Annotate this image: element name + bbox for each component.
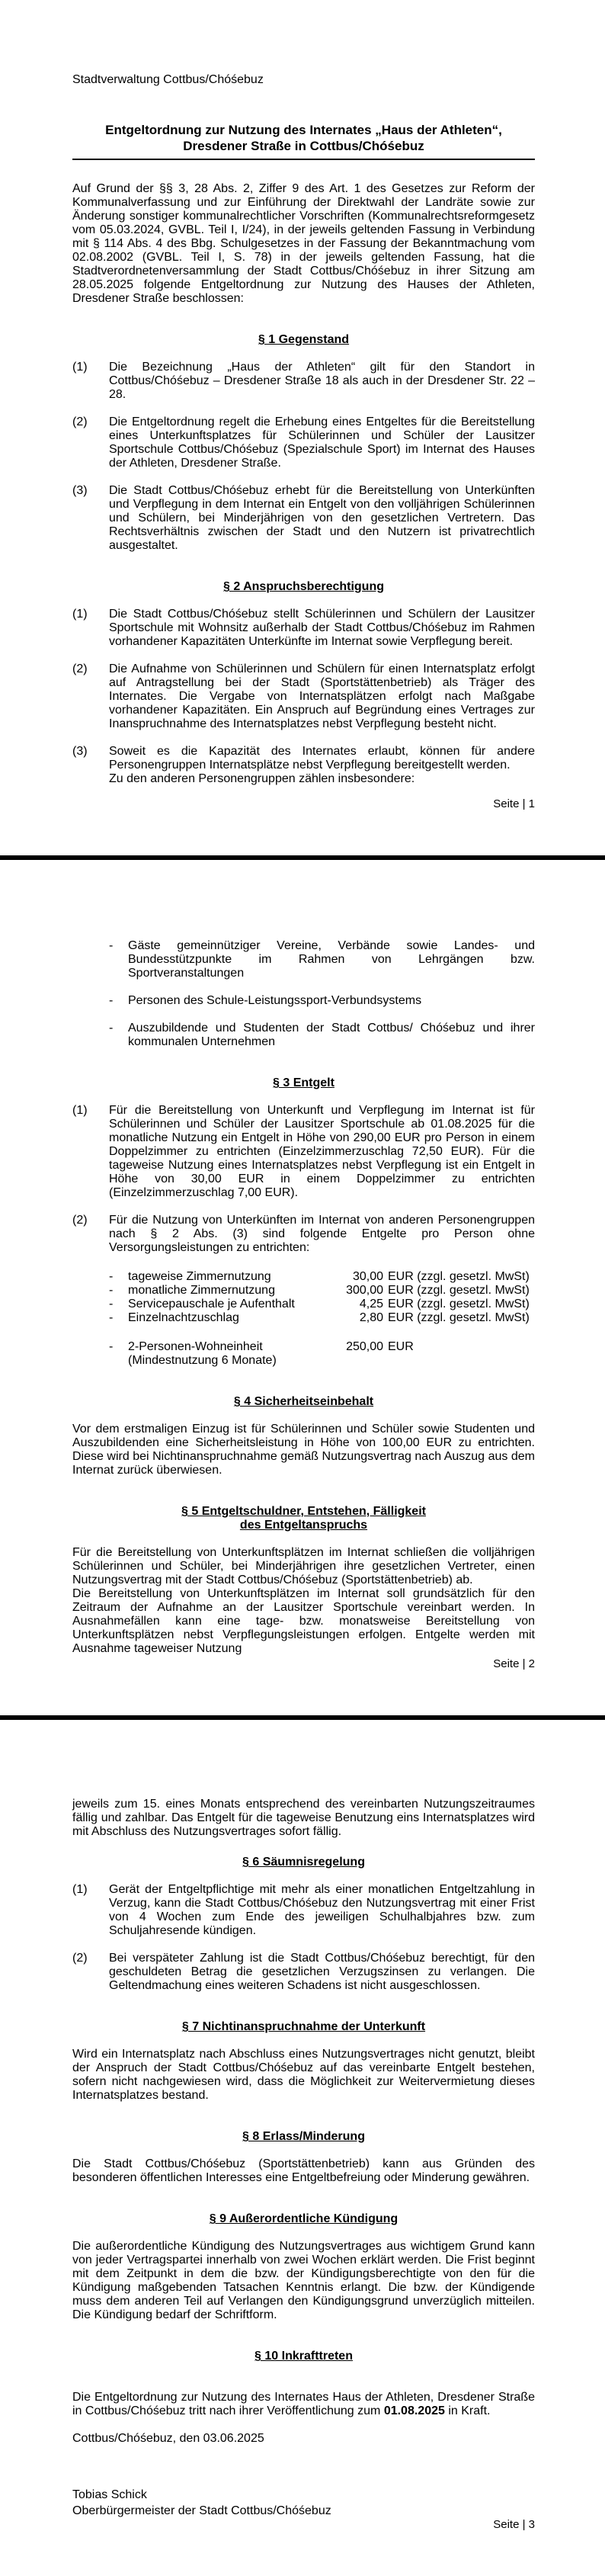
item-number: (1) [72,1883,88,1896]
item-text: Die Aufnahme von Schülerinnen und Schülern für einen Internatsplatz erfolgt auf Antragstellung bei der Stadt (Sportstättenbetrieb) als Träger des Internates. Die Vergabe von Internatsplätzen erfolgt nach Maßgabe vorhandener Kapazitäten. Ein Anspruch auf Begründung eines Vertrages zur Inanspruchnahme des Internatsplatzes nebst Verpflegung besteht nicht. [109,662,535,730]
section-4-heading: § 4 Sicherheitseinbehalt [233,1395,374,1408]
fee-amount: 250,00 [346,1340,383,1353]
fee-label: Servicepauschale je Aufenthalt [128,1298,295,1310]
page-number: Seite | 1 [493,797,535,810]
section-8-paragraph: Die Stadt Cottbus/Chóśebuz (Sportstättenbetrieb) kann aus Gründen des besonderen öffentlichen Interesses eine Entgeltbefreiung oder Minderung gewähren. [72,2157,535,2184]
price-row-service-fee [109,1298,535,1311]
preamble-paragraph: Auf Grund der §§ 3, 28 Abs. 2, Ziffer 9 des Art. 1 des Gesetzes zur Reform der Kommunalverfassung und zur Einführung der Direktwahl der Landräte sowie zur Änderung sonstiger kommunalrechtlicher Vorschriften (Kommunalrechtsreformgesetz vom 05.03.2024, GVBL. Teil I, I/24), in der jeweils geltenden Fassung in Verbindung mit § 114 Abs. 4 des Bbg. Schulgesetzes in der Fassung der Bekanntmachung vom 02.08.2002 (GVBL. Teil I, S. 78) in der jeweils geltenden Fassung, hat die Stadtverordnetenversammlung der Stadt Cottbus/Chóśebuz in ihrer Sitzung am 28.05.2025 folgende Entgeltordnung zur Nutzung des Hauses der Athleten, Dresdener Straße beschlossen: [72,182,535,305]
item-text: Für die Bereitstellung von Unterkunft und Verpflegung im Internat ist für Schülerinnen und Schüler der Lausitzer Sportschule ab 01.08.2025 für die monatliche Nutzung ein Entgelt in Höhe von 290,00 EUR pro Person in einem Doppelzimmer zu entrichten (Einzelzimmerzuschlag 72,50 EUR). Für die tageweise Nutzung eines Internatsplatzes nebst Verpflegung ist ein Entgelt in Höhe von 30,00 EUR in einem Doppelzimmer zu entrichten (Einzelzimmerzuschlag 7,00 EUR). [109,1104,535,1199]
item-number: (3) [72,484,88,497]
section-10-paragraph [72,2377,535,2418]
fee-suffix: EUR (zzgl. gesetzl. MwSt) [388,1311,530,1324]
item-text: Gerät der Entgeltpflichtige mit mehr als einer monatlichen Entgeltzahlung in Verzug, kann die Stadt Cottbus/Chóśebuz den Nutzungsvertrag mit einer Frist von 4 Wochen zum Ende des jeweiligen Schulhalbjahres bzw. zum Schuljahresende kündigen. [109,1883,535,1937]
document-title [72,122,535,160]
item-number: (2) [72,1214,88,1227]
section-6-item-1 [72,1883,535,1938]
section-2-heading: § 2 Anspruchsberechtigung [223,580,384,593]
section-5-heading-line2: des Entgeltanspruchs [239,1519,368,1532]
section-1-item-3 [72,484,535,553]
fee-suffix: EUR (zzgl. gesetzl. MwSt) [388,1270,530,1283]
item-text: Bei verspäteter Zahlung ist die Stadt Cottbus/Chóśebuz berechtigt, für den geschuldeten Betrag die gesetzlichen Verzugszinsen zu verlangen. Die Geltendmachung eines weiteren Schadens ist nicht ausgeschlossen. [109,1952,535,1992]
page-2 [0,860,605,1715]
fee-amount: 4,25 [359,1298,383,1310]
bullet-dash: - [109,1298,114,1310]
section-3-heading: § 3 Entgelt [273,1076,335,1089]
section-5-paragraph: Für die Bereitstellung von Unterkunftsplätzen im Internat schließen die volljährigen Schülerinnen und Schüler, bei Minderjährigen ihre gesetzlichen Vertreter, einen Nutzungsvertrag mit der Stadt Cottbus/Chóśebuz (Sportstättenbetrieb) ab. Die Bereitstellung von Unterkunftsplätzen im Internat soll grundsätzlich für den Zeitraum der Aufnahme an der Lausitzer Sportschule vereinbart werden. In Ausnahmefällen kann eine tage- bzw. monatsweise Bereitstellung von Unterkunftsplätzen nebst Verpflegungsleistungen erfolgen. Entgelte werden mit Ausnahme tageweiser Nutzung [72,1546,535,1655]
item-text: Soweit es die Kapazität des Internates erlaubt, können für andere Personengruppen Internatsplätze nebst Verpflegung bereitgestellt werden. Zu den anderen Personengruppen zählen insbesondere: [109,745,535,785]
person-group-item [109,939,535,980]
bullet-dash: - [109,1311,114,1324]
bullet-dash: - [109,1270,114,1283]
section-4-paragraph: Vor dem erstmaligen Einzug ist für Schülerinnen und Schüler sowie Studenten und Auszubildenden eine Sicherheitsleistung in Höhe von 100,00 EUR zu entrichten. Diese wird bei Nichtinanspruchnahme gemäß Nutzungsvertrag nach Auszug aus dem Internat zurück überwiesen. [72,1423,535,1477]
fee-suffix: EUR (zzgl. gesetzl. MwSt) [388,1284,530,1297]
item-text: Gäste gemeinnütziger Vereine, Verbände sowie Landes- und Bundesstützpunkte im Rahmen von Lehrgängen bzw. Sportveranstaltungen [128,939,535,980]
item-number: (3) [72,745,88,758]
section-6-item-2 [72,1952,535,1993]
bullet-dash: - [109,1340,114,1353]
fee-label: 2-Personen-Wohneinheit (Mindestnutzung 6 Monate) [128,1340,277,1367]
document-title-line1: Entgeltordnung zur Nutzung des Internates „Haus der Athleten“, [105,123,502,137]
fee-label: monatliche Zimmernutzung [128,1284,275,1297]
item-number: (2) [72,415,88,428]
item-text: Die Entgeltordnung regelt die Erhebung eines Entgeltes für die Bereitstellung eines Unterkunftsplatzes für Schülerinnen und Schüler der Lausitzer Sportschule Cottbus/Chóśebuz (Spezialschule Sport) im Internat des Hauses der Athleten, Dresdener Straße. [109,415,535,470]
section-1-item-2 [72,415,535,470]
section-5-heading [72,1505,535,1532]
section-1-heading: § 1 Gegenstand [258,333,350,346]
bullet-dash: - [109,939,114,952]
fee-label: Einzelnachtzuschlag [128,1311,239,1324]
price-row-single-night [109,1311,535,1325]
section-3-item-2 [72,1214,535,1255]
section-9-paragraph: Die außerordentliche Kündigung des Nutzungsvertrages aus wichtigem Grund kann von jeder Vertragspartei innerhalb von zwei Wochen erklärt werden. Die Frist beginnt mit dem Zeitpunkt in dem die bzw. der Kündigungsberechtigte von den für die Kündigung maßgebenden Tatsachen Kenntnis erlangt. Die bzw. der Kündigende muss dem anderen Teil auf Verlangen den Kündigungsgrund unverzüglich mitteilen. Die Kündigung bedarf der Schriftform. [72,2240,535,2321]
item-text: Personen des Schule-Leistungssport-Verbundsystems [128,994,422,1007]
fee-amount: 300,00 [346,1284,383,1297]
price-row-monthly-room [109,1284,535,1298]
item-text: Die Stadt Cottbus/Chóśebuz stellt Schülerinnen und Schülern der Lausitzer Sportschule mit Wohnsitz außerhalb der Stadt Cottbus/Chóśebuz im Rahmen vorhandener Kapazitäten Unterkünfte im Internat sowie Verpflegung bereit. [109,608,535,648]
bullet-dash: - [109,994,114,1007]
signature-name: Tobias Schick [72,2488,147,2501]
person-group-item [109,1022,535,1049]
section-2-item-2 [72,662,535,731]
section-10-heading: § 10 Inkrafttreten [254,2350,353,2363]
item-text: Für die Nutzung von Unterkünften im Internat von anderen Personengruppen nach § 2 Abs. (3) sind folgende Entgelte pro Person ohne Versorgungsleistungen zu entrichten: [109,1214,535,1254]
section-1-item-1 [72,361,535,402]
page-1 [0,0,605,855]
price-row-daily-room [109,1270,535,1284]
page-number: Seite | 2 [493,1657,535,1670]
signature-block [72,2487,535,2519]
bullet-dash: - [109,1284,114,1297]
fee-suffix: EUR [388,1340,414,1353]
place-date-line: Cottbus/Chóśebuz, den 03.06.2025 [72,2432,264,2445]
item-text: Die Bezeichnung „Haus der Athleten“ gilt für den Standort in Cottbus/Chóśebuz – Dresdener Straße 18 als auch in der Dresdener Str. 22 – 28. [109,361,535,401]
item-number: (2) [72,662,88,675]
fee-suffix: EUR (zzgl. gesetzl. MwSt) [388,1298,530,1310]
item-text: Die Stadt Cottbus/Chóśebuz erhebt für die Bereitstellung von Unterkünften und Verpflegung in dem Internat ein Entgelt von den volljährigen Schülerinnen und Schülern, bei Minderjährigen von den gesetzlichen Vertretern. Das Rechtsverhältnis zwischen der Stadt und den Nutzern ist privatrechtlich ausgestaltet. [109,484,535,552]
org-name: Stadtverwaltung Cottbus/Chóśebuz [72,73,264,86]
effective-date: 01.08.2025 [383,2404,445,2417]
page-3 [0,1720,605,2576]
effective-date-text-after: in Kraft. [444,2404,491,2417]
section-6-heading: § 6 Säumnisregelung [242,1856,365,1869]
fee-table [109,1270,535,1368]
signature-title: Oberbürgermeister der Stadt Cottbus/Chóśebuz [72,2504,331,2517]
section-7-paragraph: Wird ein Internatsplatz nach Abschluss eines Nutzungsvertrages nicht genutzt, bleibt der Anspruch der Stadt Cottbus/Chóśebuz auf das vereinbarte Entgelt bestehen, sofern nicht nachgewiesen wird, dass die Möglichkeit zur Weitervermietung dieses Internatsplatzes bestand. [72,2048,535,2102]
person-group-item [109,994,535,1008]
effective-date-text-before: Die Entgeltordnung zur Nutzung des Internates Haus der Athleten, Dresdener Straße in Cottbus/Chóśebuz tritt nach ihrer Veröffentlichung zum [72,2391,535,2417]
section-3-item-1 [72,1104,535,1200]
section-7-heading: § 7 Nichtinanspruchnahme der Unterkunft [181,2020,426,2033]
page-number: Seite | 3 [493,2518,535,2531]
fee-amount: 30,00 [352,1270,383,1283]
fee-amount: 2,80 [359,1311,383,1324]
fee-label: tageweise Zimmernutzung [128,1270,271,1283]
document-title-line2: Dresdener Straße in Cottbus/Chóśebuz [183,139,424,153]
item-number: (2) [72,1952,88,1965]
section-9-heading: § 9 Außerordentliche Kündigung [209,2212,399,2225]
item-number: (1) [72,608,88,621]
bullet-dash: - [109,1022,114,1035]
item-text: Auszubildende und Studenten der Stadt Cottbus/ Chóśebuz und ihrer kommunalen Unternehmen [128,1022,535,1048]
section-5-paragraph-continuation: jeweils zum 15. eines Monats entsprechend des vereinbarten Nutzungszeitraumes fällig und zahlbar. Das Entgelt für die tageweise Benutzung eins Internatsplatzes wird mit Abschluss des Nutzungsvertrages sofort fällig. [72,1798,535,1838]
section-8-heading: § 8 Erlass/Minderung [242,2130,365,2143]
section-2-item-1 [72,608,535,649]
item-number: (1) [72,1104,88,1117]
section-2-item-3 [72,745,535,786]
section-5-heading-line1: § 5 Entgeltschuldner, Entstehen, Fälligkeit [181,1505,426,1518]
item-number: (1) [72,361,88,374]
price-row-two-person-unit [109,1340,535,1368]
